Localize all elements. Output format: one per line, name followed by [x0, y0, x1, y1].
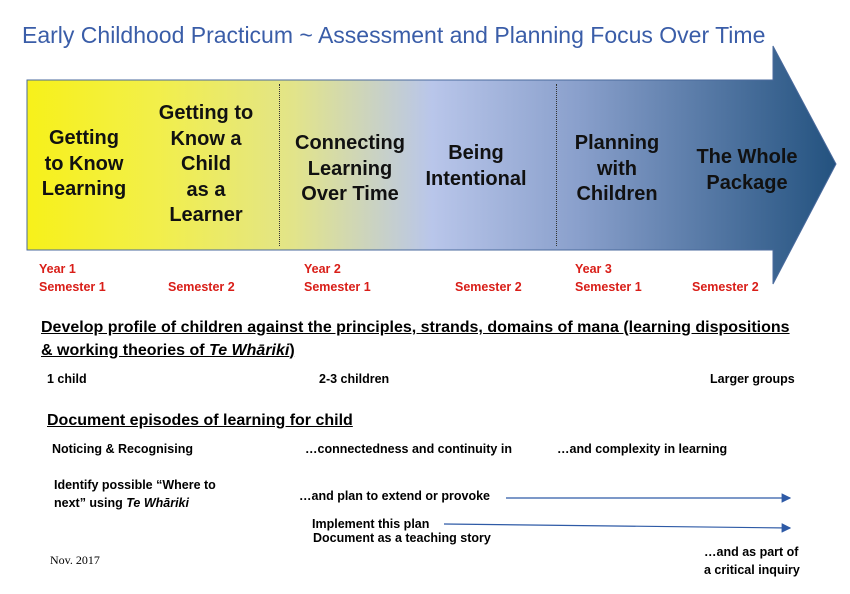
profile-heading: Develop profile of children against the principles, strands, domains of mana (learning dispositions & working theories of Te Whāriki) — [41, 319, 790, 359]
stage-getting-to-know-learning: Getting to Know Learning — [41, 127, 127, 200]
focus-connectedness: …connectedness and continuity in — [305, 442, 512, 456]
page-title: Early Childhood Practicum ~ Assessment and Planning Focus Over Time — [22, 22, 766, 48]
critical-inquiry-text: …and as part of a critical inquiry — [704, 545, 800, 577]
semester-y3-s1: Year 3 Semester 1 — [575, 262, 642, 294]
focus-noticing: Noticing & Recognising — [52, 442, 193, 456]
semester-y1-s1: Year 1 Semester 1 — [39, 262, 106, 294]
group-size-few: 2-3 children — [319, 372, 390, 386]
group-size-one: 1 child — [47, 372, 87, 386]
stage-planning-with-children: Planning with Children — [574, 132, 660, 205]
semester-y3-s2: Semester 2 — [692, 280, 759, 294]
implement-arrow — [444, 524, 790, 528]
semester-y2-s1: Year 2 Semester 1 — [304, 262, 371, 294]
extend-plan-text: …and plan to extend or provoke — [299, 489, 490, 503]
group-size-many: Larger groups — [710, 372, 795, 386]
stage-connecting-learning: Connecting Learning Over Time — [295, 132, 405, 205]
identify-next-steps: Identify possible “Where to next” using Te Whāriki — [54, 478, 216, 510]
stage-getting-to-know-a-child: Getting to Know a Child as a Learner — [158, 102, 254, 226]
semester-y2-s2: Semester 2 — [455, 280, 522, 294]
focus-complexity: …and complexity in learning — [557, 442, 728, 456]
stage-being-intentional: Being Intentional — [425, 142, 527, 190]
document-heading: Document episodes of learning for child — [47, 412, 353, 429]
stage-whole-package: The Whole Package — [696, 146, 798, 194]
date-footnote: Nov. 2017 — [50, 553, 100, 567]
implement-plan-text: Implement this plan — [312, 517, 430, 531]
semester-y1-s2: Semester 2 — [168, 280, 235, 294]
teaching-story-text: Document as a teaching story — [313, 531, 491, 545]
